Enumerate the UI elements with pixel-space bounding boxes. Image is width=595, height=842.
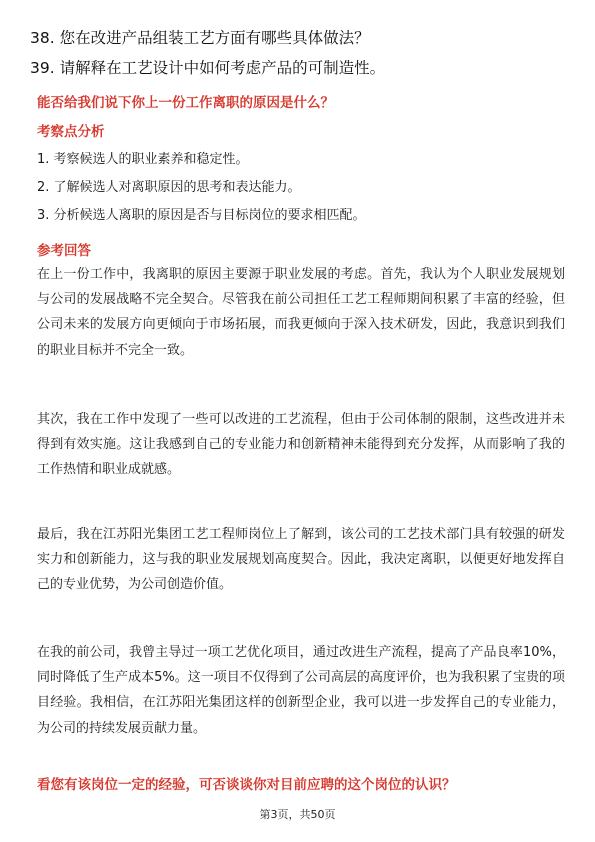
page-footer: 第3页，共50页	[259, 808, 336, 821]
section-question: 能否给我们说下你上一份工作离职的原因是什么？	[37, 95, 334, 111]
answer-heading: 参考回答	[37, 243, 91, 259]
question-38: 38. 您在改进产品组装工艺方面有哪些具体做法？	[30, 29, 370, 47]
answer-paragraph-1: 在上一份工作中，我离职的原因主要源于职业发展的考虑。首先，我认为个人职业发展规划与公司的发展战略不完全契合。尽管我在前公司担任工艺工程师期间积累了丰富的经验，但公司未来的发展方向更倾向于市场拓展，而我更倾向于深入技术研发，因此，我意识到我们的职业目标并不完全一致。	[37, 267, 565, 358]
question-39: 39. 请解释在工艺设计中如何考虑产品的可制造性。	[30, 59, 386, 77]
analysis-item-2: 2. 了解候选人对离职原因的思考和表达能力。	[37, 180, 301, 195]
analysis-heading: 考察点分析	[37, 124, 105, 140]
next-question: 看您有该岗位一定的经验，可否谈谈你对目前应聘的这个岗位的认识？	[37, 777, 456, 793]
answer-paragraph-4: 在我的前公司，我曾主导过一项工艺优化项目，通过改进生产流程，提高了产品良率10%，同时降低了生产成本5%。这一项目不仅得到了公司高层的高度评价，也为我积累了宝贵的项目经验。我相信，在江苏阳光集团这样的创新型企业，我可以进一步发挥自己的专业能力，为公司的持续发展贡献力量。	[37, 645, 565, 736]
answer-paragraph-3: 最后，我在江苏阳光集团工艺工程师岗位上了解到，该公司的工艺技术部门具有较强的研发实力和创新能力，这与我的职业发展规划高度契合。因此，我决定离职，以便更好地发挥自己的专业优势，为公司创造价值。	[37, 527, 565, 593]
answer-paragraph-2: 其次，我在工作中发现了一些可以改进的工艺流程，但由于公司体制的限制，这些改进并未得到有效实施。这让我感到自己的专业能力和创新精神未能得到充分发挥，从而影响了我的工作热情和职业成就感。	[37, 412, 565, 478]
analysis-item-1: 1. 考察候选人的职业素养和稳定性。	[37, 152, 249, 167]
analysis-item-3: 3. 分析候选人离职的原因是否与目标岗位的要求相匹配。	[37, 208, 366, 223]
